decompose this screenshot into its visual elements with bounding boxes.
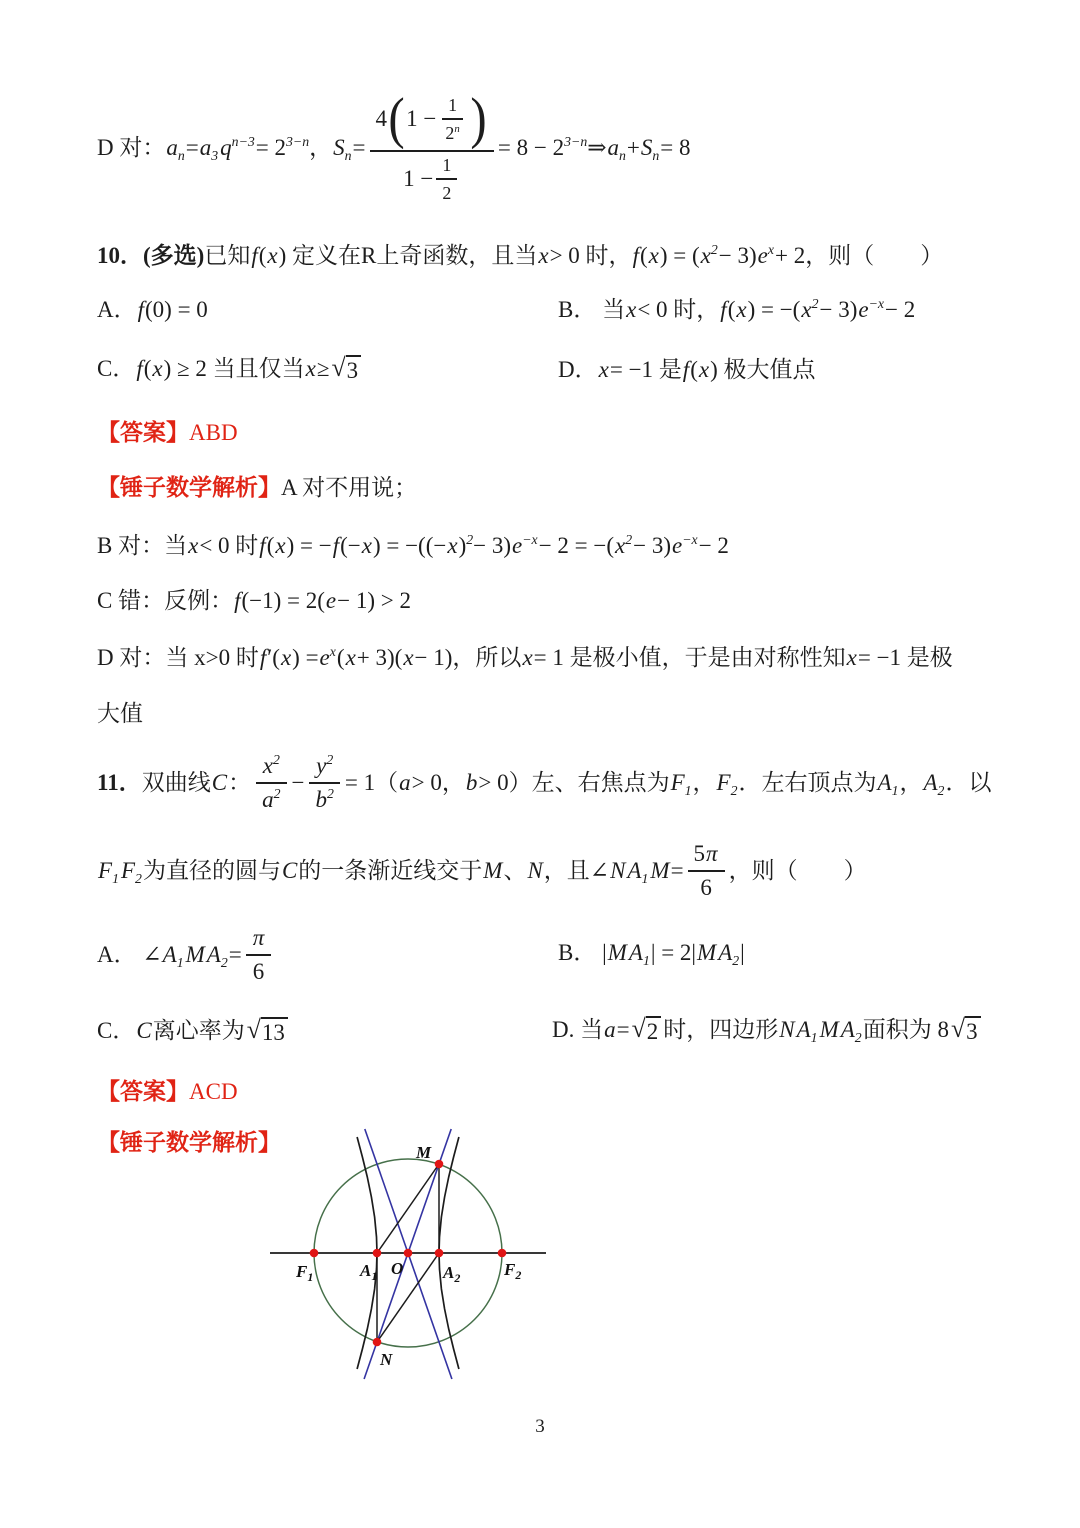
- q10-option-a: [97, 288, 208, 332]
- big-paren: ): [470, 87, 487, 151]
- point-label-F2: $F_2$: [504, 1260, 522, 1282]
- math-var: x: [305, 355, 316, 381]
- fraction: [688, 841, 725, 902]
- q10-option-c: [97, 346, 363, 392]
- math-var: M: [697, 939, 717, 965]
- point-label-A2: $A_2$: [443, 1263, 461, 1285]
- math-var: $A_1$: [627, 857, 649, 886]
- text-run: ：: [228, 769, 252, 795]
- math-var: $a_n$: [166, 134, 185, 163]
- text-run: 2: [442, 183, 452, 204]
- text-run: )$^2$: [458, 531, 474, 558]
- fraction-numerator: [246, 925, 272, 956]
- fraction-numerator: [309, 753, 340, 784]
- big-paren: (: [388, 87, 405, 151]
- math-var: f: [332, 532, 340, 558]
- text-run: ，: [899, 769, 923, 795]
- fraction-denominator: [397, 152, 466, 204]
- math-var: N: [779, 1016, 795, 1042]
- text-run: 1: [442, 154, 452, 175]
- math-var: x: [275, 532, 286, 558]
- radicand: [346, 355, 362, 383]
- math-var: b: [465, 769, 478, 795]
- math-var: $x^2$: [700, 241, 718, 268]
- math-var: M: [650, 857, 670, 883]
- math-var: x: [698, 356, 710, 382]
- text-run: (: [336, 644, 345, 670]
- q10-stem: [97, 234, 943, 278]
- text-run: ．以: [945, 769, 992, 795]
- q11-option-d: [552, 1006, 983, 1054]
- text-run: 1: [448, 94, 458, 115]
- math-var: $a_3$: [199, 134, 219, 163]
- math-var: $e^{-x}$: [672, 531, 698, 558]
- text-run: 10．(多选): [97, 242, 205, 268]
- math-var: x: [648, 242, 659, 268]
- text-run: =: [185, 134, 199, 160]
- text-run: − 3): [819, 296, 858, 322]
- text-run: (0) = 0: [145, 296, 208, 322]
- math-var: $S_n$: [333, 134, 352, 163]
- radicand: [646, 1016, 662, 1044]
- math-var: $e^x$: [319, 643, 336, 670]
- math-var: x: [736, 296, 747, 322]
- text-run: = $8 - 2^{3-n}$: [497, 133, 588, 160]
- math-var: C: [281, 857, 298, 883]
- text-run: (: [258, 242, 267, 268]
- math-var: $a^2$: [262, 786, 281, 812]
- text-run: ACD: [189, 1078, 238, 1104]
- math-var: $F_1$: [670, 769, 692, 798]
- math-var: f: [136, 355, 143, 381]
- text-run: 13: [261, 1019, 285, 1045]
- text-run: ≥: [316, 355, 330, 381]
- math-var: N: [527, 857, 543, 883]
- text-run: 大值: [97, 700, 143, 726]
- text-run: = 1 是极小值，于是由对称性知: [533, 644, 846, 670]
- text-run: > 0）左、右焦点为: [478, 769, 670, 795]
- text-run: A 对不用说；: [281, 474, 418, 500]
- q11-answer: [97, 1072, 238, 1112]
- text-run: > 0，: [411, 769, 465, 795]
- radicand: [261, 1017, 288, 1045]
- text-run: ) = −((−: [372, 532, 447, 558]
- math-var: x: [846, 644, 857, 670]
- point-dot-F1: [310, 1249, 319, 1258]
- math-var: π: [706, 840, 718, 866]
- math-var: $A_2$: [206, 941, 228, 970]
- text-run: | = 2|: [650, 939, 697, 965]
- math-var: x: [538, 242, 549, 268]
- q10-answer: [97, 413, 238, 453]
- text-run: =: [228, 941, 242, 967]
- q11-option-b: [558, 930, 745, 976]
- text-run: < 0 时: [199, 532, 259, 558]
- fraction: [246, 925, 272, 986]
- text-run: =: [352, 134, 366, 160]
- sqrt-expression: [631, 1013, 662, 1044]
- text-run: − 2: [885, 296, 916, 322]
- math-var: $e^x$: [757, 241, 774, 268]
- q10-analysis-a: [97, 468, 417, 508]
- q11-option-c: [97, 1008, 290, 1054]
- fraction-denominator: [436, 180, 457, 204]
- math-var: $x^2$: [262, 751, 280, 778]
- fraction: [308, 753, 340, 814]
- text-run: B 对：当: [97, 532, 188, 558]
- math-var: f: [259, 532, 266, 558]
- math-var: $a_n$: [607, 134, 626, 163]
- text-run: − 2: [698, 532, 729, 558]
- q10-option-b: [558, 288, 915, 332]
- math-var: $F_1$: [98, 857, 119, 886]
- math-var: x: [280, 644, 292, 670]
- math-var: x: [626, 296, 637, 322]
- point-label-A1: $A_1$: [360, 1261, 378, 1283]
- text-run: 的一条渐近线交于: [298, 857, 483, 883]
- radical-sign: √: [631, 1013, 646, 1043]
- point-dot-F2: [498, 1249, 507, 1258]
- text-run: ．左右顶点为: [738, 769, 877, 795]
- math-var: $e^{-x}$: [858, 295, 885, 322]
- math-var: M: [483, 857, 503, 883]
- text-run: 为直径的圆与: [142, 857, 281, 883]
- math-var: $b^2$: [315, 786, 334, 812]
- math-var: N: [610, 857, 626, 883]
- text-run: 【锤子数学解析】: [97, 474, 281, 500]
- fraction-denominator: [439, 120, 465, 144]
- text-run: 面积为 8: [862, 1016, 949, 1042]
- text-run: D. 当: [552, 1016, 604, 1042]
- point-label-F1: $F_1$: [296, 1262, 314, 1284]
- text-run: (: [639, 242, 648, 268]
- quad-edge-4: [377, 1253, 439, 1342]
- math-var: f: [137, 296, 145, 322]
- text-run: ) =: [292, 644, 319, 670]
- text-run: > 0 时，: [549, 242, 632, 268]
- fraction-numerator: [256, 753, 287, 784]
- math-var: $q^{n-3}$: [220, 133, 255, 160]
- point-dot-A1: [373, 1249, 382, 1258]
- text-run: ) ≥ 2 当且仅当: [163, 355, 305, 381]
- fraction: [370, 87, 494, 204]
- math-var: a: [604, 1016, 616, 1042]
- fraction-numerator: [370, 87, 494, 152]
- text-run: ，: [309, 134, 333, 160]
- text-run: 1 −: [406, 106, 437, 132]
- fraction-denominator: [308, 784, 340, 813]
- math-var: $A_2$: [718, 939, 740, 968]
- text-run: − 2 = −(: [538, 532, 615, 558]
- sqrt-expression: [331, 352, 362, 383]
- text-run: C．: [97, 1017, 136, 1043]
- text-run: ，且∠: [543, 857, 610, 883]
- text-run: D 对：当 x>0 时: [97, 644, 259, 670]
- fraction-numerator: [436, 155, 457, 181]
- point-label-N: N: [380, 1350, 393, 1369]
- text-run: 、: [503, 857, 527, 883]
- fraction: [436, 155, 457, 204]
- text-run: (: [727, 296, 736, 322]
- text-run: 3: [966, 1018, 978, 1044]
- text-run: < 0 时，: [637, 296, 720, 322]
- text-run: D 对：: [97, 134, 166, 160]
- math-var: M: [819, 1016, 839, 1042]
- text-run: B． |: [558, 939, 607, 965]
- text-run: (: [690, 356, 698, 382]
- text-run: = 8: [660, 134, 691, 160]
- point-dot-M: [435, 1160, 444, 1169]
- fraction-denominator: [247, 956, 271, 985]
- math-var: C: [136, 1017, 152, 1043]
- text-run: 2$^n$: [445, 123, 460, 144]
- text-run: D．: [558, 356, 598, 382]
- text-run: − 3): [633, 532, 672, 558]
- q10-analysis-b: [97, 523, 729, 569]
- math-var: $y^2$: [316, 751, 334, 778]
- text-run: = −1 是极: [857, 644, 953, 670]
- text-run: ) 定义在R上奇函数，且当: [278, 242, 538, 268]
- text-run: −: [291, 769, 305, 795]
- math-var: $x^2$: [615, 531, 633, 558]
- math-var: $S_n$: [640, 134, 660, 163]
- fraction: [439, 95, 465, 144]
- text-run: 离心率为: [152, 1017, 245, 1043]
- fraction-numerator: [688, 841, 725, 872]
- math-var: $x^2$: [801, 295, 819, 322]
- text-run: ⇒: [587, 134, 607, 160]
- math-var: $e^{-x}$: [512, 531, 538, 558]
- text-run: ) = (: [659, 242, 700, 268]
- math-var: f: [682, 356, 690, 382]
- point-dot-A2: [435, 1249, 444, 1258]
- math-var: $F_2$: [120, 857, 142, 886]
- text-run: ) = −: [286, 532, 332, 558]
- quad-edge-2: [377, 1164, 439, 1253]
- text-run: C．: [97, 355, 136, 381]
- math-var: $A_2$: [840, 1016, 862, 1045]
- text-run: (: [266, 532, 275, 558]
- text-run: 双曲线: [141, 769, 211, 795]
- math-var: $A_2$: [923, 769, 945, 798]
- math-var: f: [251, 242, 258, 268]
- text-run: 【答案】: [97, 419, 189, 445]
- text-run: = 1（: [344, 769, 399, 795]
- text-run: 4: [375, 106, 388, 132]
- point-label-M: M: [416, 1143, 432, 1162]
- math-var: x: [345, 644, 356, 670]
- text-run: ) = −(: [747, 296, 801, 322]
- math-var: C: [211, 769, 228, 795]
- text-run: 6: [252, 959, 265, 984]
- text-run: =: [670, 857, 684, 883]
- text-run: 1 −: [403, 166, 434, 192]
- q11-stem-line1: [97, 742, 991, 824]
- math-var: e: [325, 587, 337, 613]
- text-run: (−1) = 2(: [241, 587, 325, 613]
- radical-sign: √: [246, 1014, 261, 1044]
- math-var: x: [522, 644, 533, 670]
- text-run: =: [616, 1016, 630, 1042]
- text-run: ) 极大值点: [710, 356, 816, 382]
- text-run: ′(: [267, 644, 280, 670]
- text-run: = −1 是: [609, 356, 682, 382]
- math-var: f: [234, 587, 241, 613]
- text-run: 2: [646, 1018, 659, 1044]
- math-var: $A_1$: [628, 939, 650, 968]
- text-run: 5: [693, 840, 706, 866]
- text-run: 已知: [204, 242, 251, 268]
- sol9-option-d-line: [97, 74, 691, 222]
- text-run: 【锤子数学解析】: [97, 1129, 281, 1155]
- math-var: $A_1$: [877, 769, 899, 798]
- math-var: $A_1$: [162, 941, 184, 970]
- math-var: a: [399, 769, 411, 795]
- q11-analysis-label: [97, 1123, 281, 1163]
- q10-analysis-c: [97, 579, 411, 623]
- q10-analysis-d: [97, 636, 953, 680]
- math-var: $F_2$: [716, 769, 738, 798]
- q10-option-d: [558, 348, 816, 392]
- sqrt-expression: [950, 1013, 981, 1044]
- math-var: x: [361, 532, 372, 558]
- text-run: (−: [340, 532, 361, 558]
- math-var: M: [185, 941, 205, 967]
- fraction-denominator: [694, 872, 718, 901]
- text-run: − 3): [473, 532, 512, 558]
- q11-option-a: [97, 922, 275, 988]
- math-var: x: [598, 356, 609, 382]
- q10-analysis-d-cont: [97, 694, 143, 734]
- math-var: π: [252, 924, 265, 950]
- text-run: B． 当: [558, 296, 626, 322]
- text-run: + 2，则（ ）: [775, 242, 944, 268]
- text-run: − 3): [718, 242, 757, 268]
- radical-sign: √: [331, 352, 346, 382]
- fraction: [255, 753, 287, 814]
- text-run: 3: [346, 357, 359, 383]
- q11-stem-line2: [97, 833, 867, 909]
- sqrt-expression: [246, 1014, 288, 1045]
- point-dot-O: [404, 1249, 413, 1258]
- text-run: − 1)，所以: [414, 644, 522, 670]
- text-run: ，则（ ）: [728, 857, 867, 883]
- math-var: x: [152, 355, 163, 381]
- text-run: |: [740, 939, 745, 965]
- math-var: f: [259, 644, 267, 670]
- text-run: 6: [700, 875, 712, 900]
- math-var: x: [188, 532, 199, 558]
- text-run: A．: [97, 296, 137, 322]
- text-run: + 3)(: [356, 644, 403, 670]
- fraction-denominator: [255, 784, 287, 813]
- radicand: [965, 1016, 981, 1044]
- text-run: = $2^{3-n}$: [255, 133, 310, 160]
- text-run: ，: [692, 769, 716, 795]
- math-var: $A_1$: [796, 1016, 818, 1045]
- fraction-numerator: [442, 95, 463, 121]
- math-var: f: [632, 242, 639, 268]
- text-run: (: [143, 355, 152, 381]
- math-var: M: [607, 939, 627, 965]
- text-run: C 错：反例：: [97, 587, 234, 613]
- point-label-O: O: [391, 1259, 404, 1278]
- text-run: − 1) > 2: [337, 587, 411, 613]
- text-run: +: [626, 134, 640, 160]
- hyperbola-figure: [268, 1127, 560, 1399]
- math-var: x: [267, 242, 278, 268]
- point-dot-N: [373, 1338, 382, 1347]
- text-run: 【答案】: [97, 1078, 189, 1104]
- math-var: f: [720, 296, 727, 322]
- text-run: ABD: [189, 419, 238, 445]
- math-var: x: [403, 644, 414, 670]
- text-run: A． ∠: [97, 941, 162, 967]
- radical-sign: √: [950, 1013, 966, 1043]
- text-run: 11．: [97, 769, 142, 795]
- page-number: 3: [535, 1416, 545, 1437]
- math-var: x: [447, 532, 458, 558]
- text-run: 时，四边形: [663, 1016, 779, 1042]
